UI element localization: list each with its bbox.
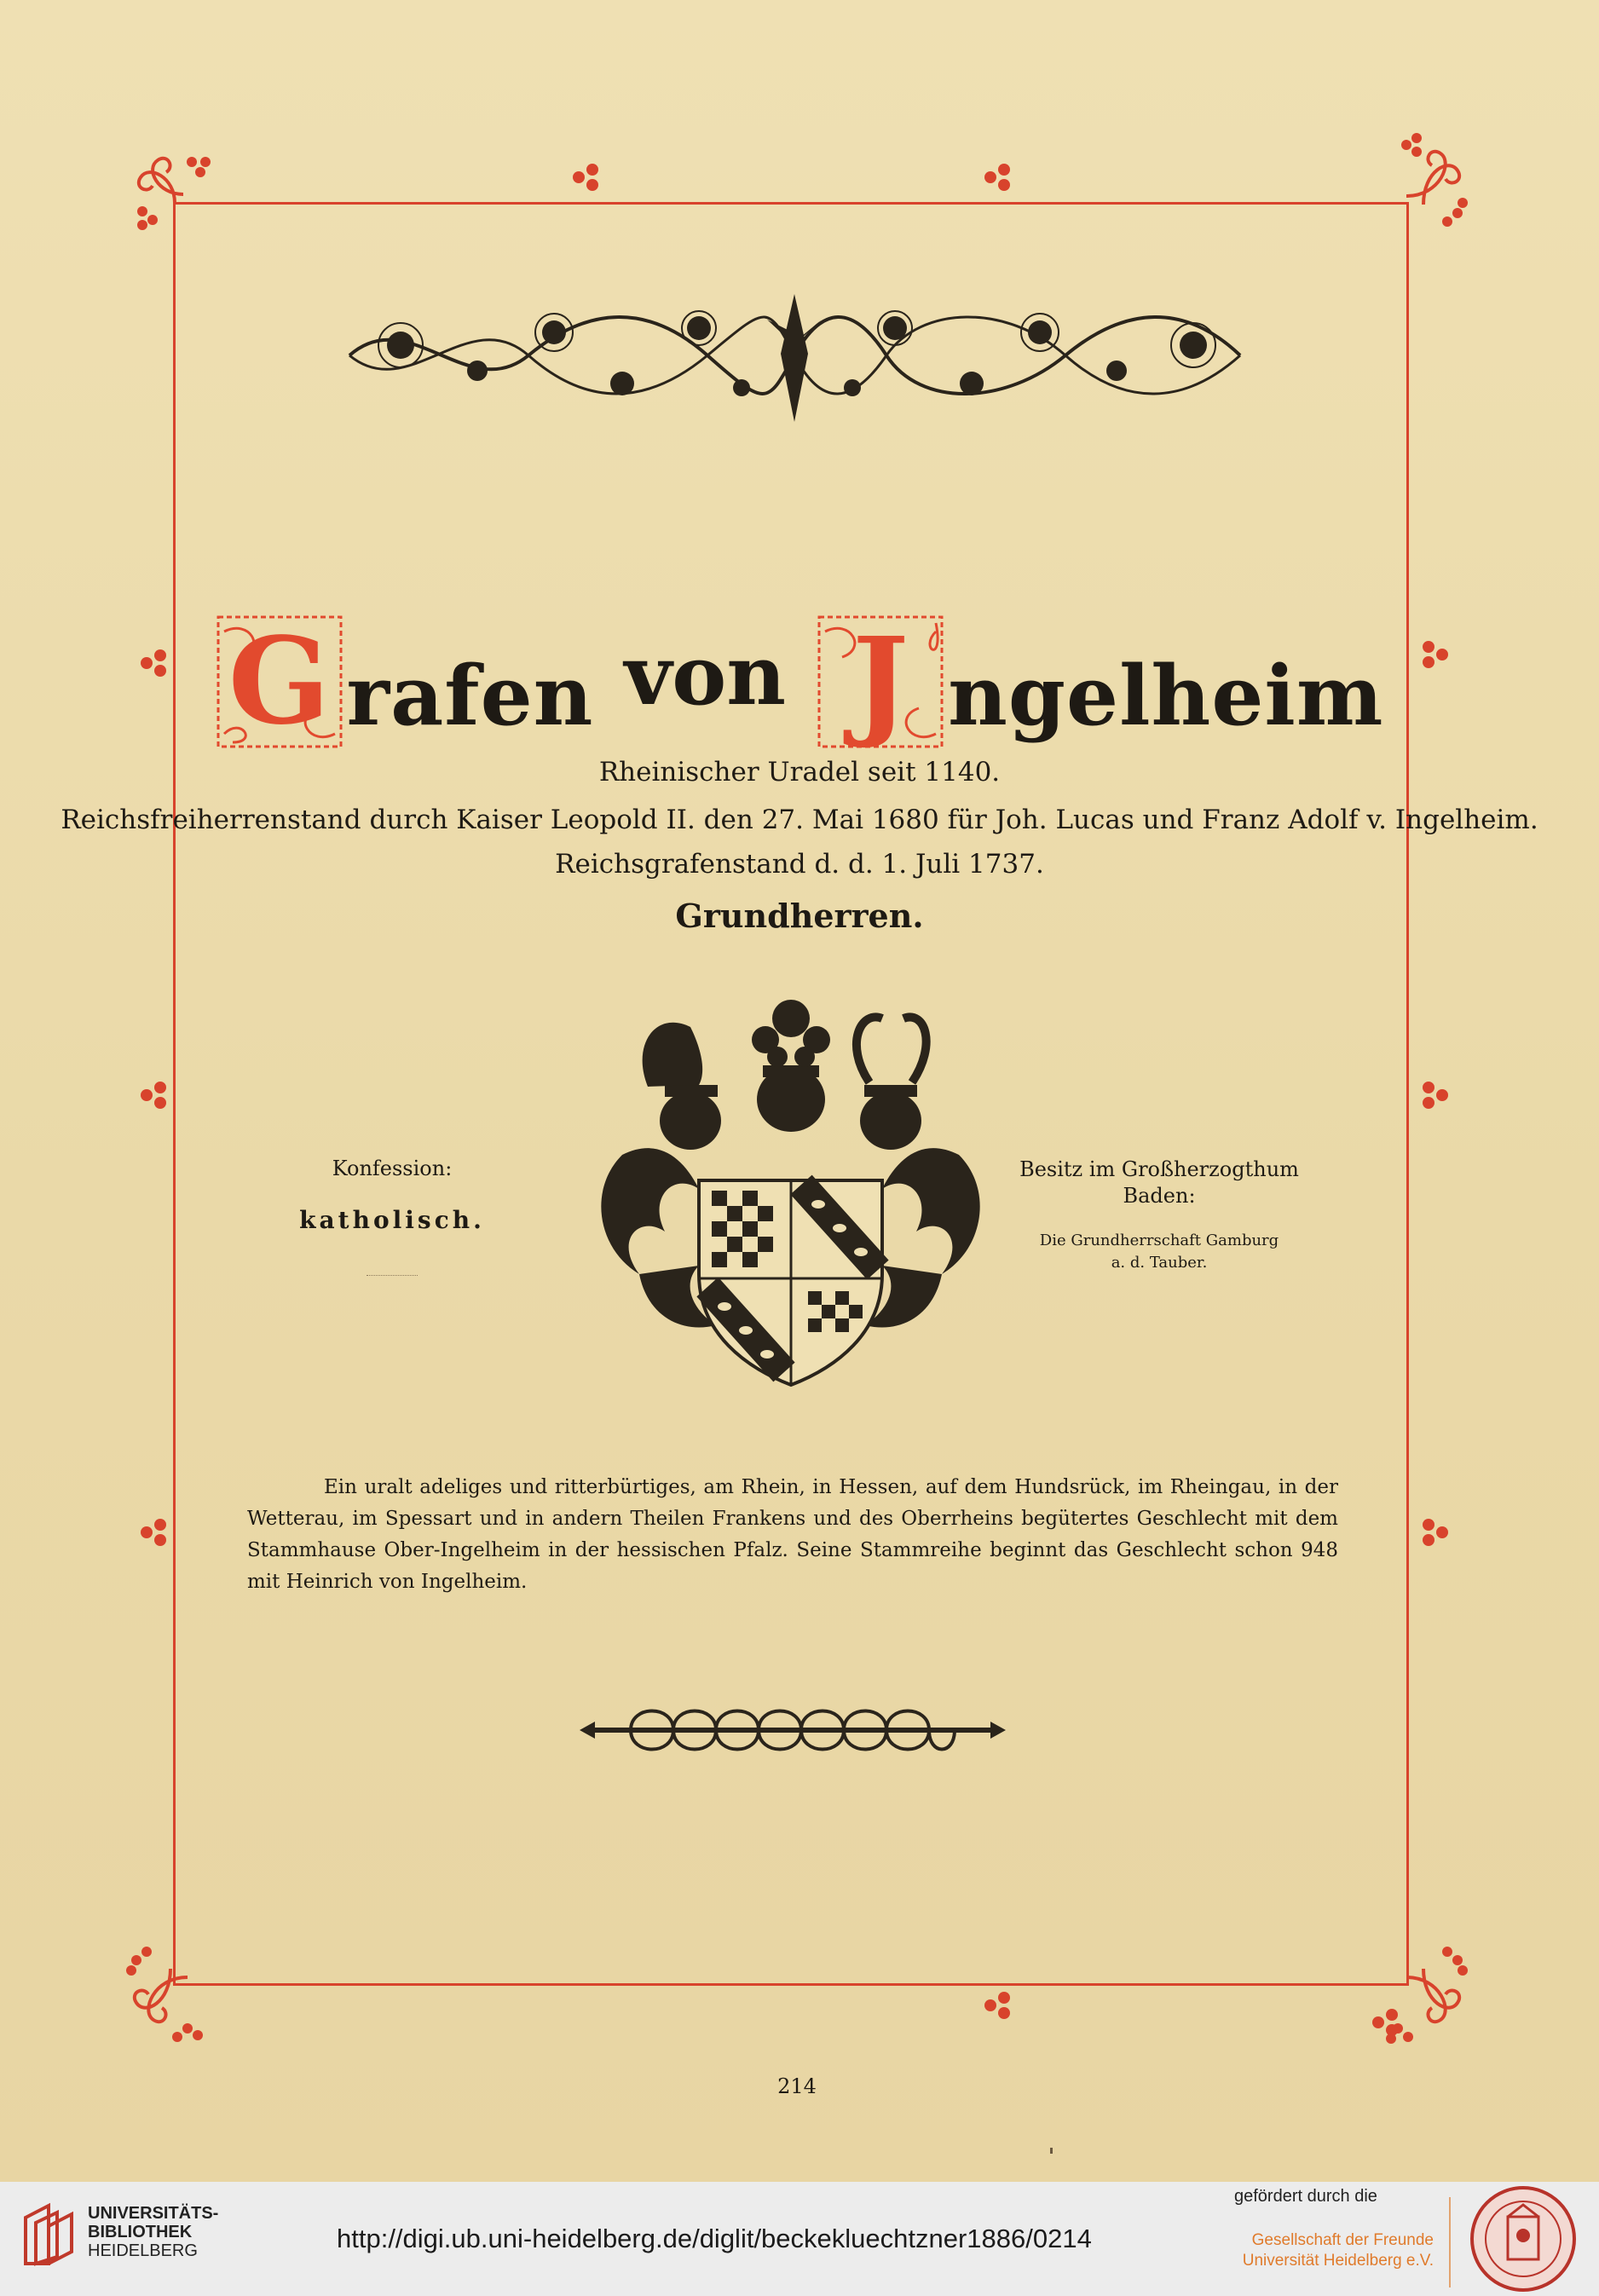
corner-flourish-top-left [124, 143, 226, 245]
page-title [0, 605, 1599, 759]
university-seal-icon [1469, 2184, 1578, 2293]
title-word-grafen [216, 612, 594, 752]
footer-divider [1449, 2197, 1451, 2287]
besitz-block [1019, 1157, 1300, 1274]
title-rest-grafen: rafen [346, 648, 594, 744]
dotted-rule [367, 1275, 418, 1276]
library-name-line3: HEIDELBERG [88, 2241, 198, 2260]
trefoil-ornament-right-3 [1415, 1513, 1454, 1552]
funded-by-text: gefördert durch die [1234, 2187, 1377, 2206]
konfession-label: Konfession: [332, 1157, 453, 1180]
digitization-footer [0, 2182, 1599, 2296]
society-name-line2: Universität Heidelberg e.V. [1242, 2252, 1434, 2270]
subtitle-reichsfreiherrenstand: Reichsfreiherrenstand durch Kaiser Leopold II. den 27. Mai 1680 für Joh. Lucas und Franz Adolf v. Ingelheim. [61, 805, 1538, 835]
library-logo-icon [19, 2201, 78, 2269]
konfession-value: katholisch. [299, 1206, 485, 1234]
subtitle-grundherren: Grundherren. [675, 897, 924, 935]
trefoil-ornament-bottom [978, 1986, 1018, 2025]
coat-of-arms-image [588, 993, 993, 1393]
society-name [1242, 2230, 1434, 2271]
trefoil-ornament-right-2 [1415, 1076, 1454, 1115]
trefoil-ornament-left-3 [135, 1513, 174, 1552]
page-number: 214 [777, 2074, 817, 2098]
corner-flourish-top-right [1372, 128, 1475, 230]
library-name [88, 2204, 218, 2260]
trefoil-ornament-top-2 [978, 158, 1018, 197]
decorative-vine-banner [341, 286, 1249, 426]
illuminated-initial-j [817, 612, 944, 752]
history-paragraph: Ein uralt adeliges und ritterbürtiges, am Rhein, in Hessen, auf dem Hundsrück, im Rheingau, in der Wetterau, im Spessart und in andern Theilen Frankens und des Oberrheins begütertes Geschlecht mit dem Stammhause Ober-Ingelheim in der hessischen Pfalz. Seine Stammreihe beginnt das Geschlecht schon 948 mit Heinrich von Ingelheim. [247, 1476, 1338, 1593]
title-rest-ingelheim: ngelheim [948, 648, 1384, 744]
bottom-scroll-ornament [580, 1696, 1006, 1764]
library-name-line2: BIBLIOTHEK [88, 2223, 193, 2241]
library-name-line1: UNIVERSITÄTS- [88, 2204, 219, 2223]
illuminated-initial-g [216, 612, 343, 752]
initial-letter-g: G [228, 612, 331, 752]
besitz-label-line1: Besitz im Großherzogthum [1019, 1157, 1299, 1181]
ink-speck [1050, 2148, 1053, 2154]
besitz-detail-line2: a. d. Tauber. [1111, 1254, 1208, 1272]
initial-letter-j: J [851, 612, 909, 752]
subtitle-uradel: Rheinischer Uradel seit 1140. [598, 757, 1001, 787]
title-word-von: von [624, 627, 787, 724]
konfession-block [290, 1157, 494, 1276]
subtitle-reichsgrafenstand: Reichsgrafenstand d. d. 1. Juli 1737. [555, 849, 1044, 880]
permalink-url[interactable]: http://digi.ub.uni-heidelberg.de/diglit/beckekluechtzner1886/0214 [337, 2224, 1092, 2253]
trefoil-ornament-bottom-2 [1366, 2003, 1406, 2042]
corner-flourish-bottom-left [119, 1943, 222, 2045]
title-word-ingelheim [817, 612, 1384, 752]
trefoil-ornament-left-2 [135, 1076, 174, 1115]
society-name-line1: Gesellschaft der Freunde [1251, 2231, 1434, 2249]
besitz-detail-line1: Die Grundherrschaft Gamburg [1039, 1232, 1279, 1249]
besitz-label-line2: Baden: [1123, 1184, 1196, 1208]
trefoil-ornament-top [567, 158, 606, 197]
